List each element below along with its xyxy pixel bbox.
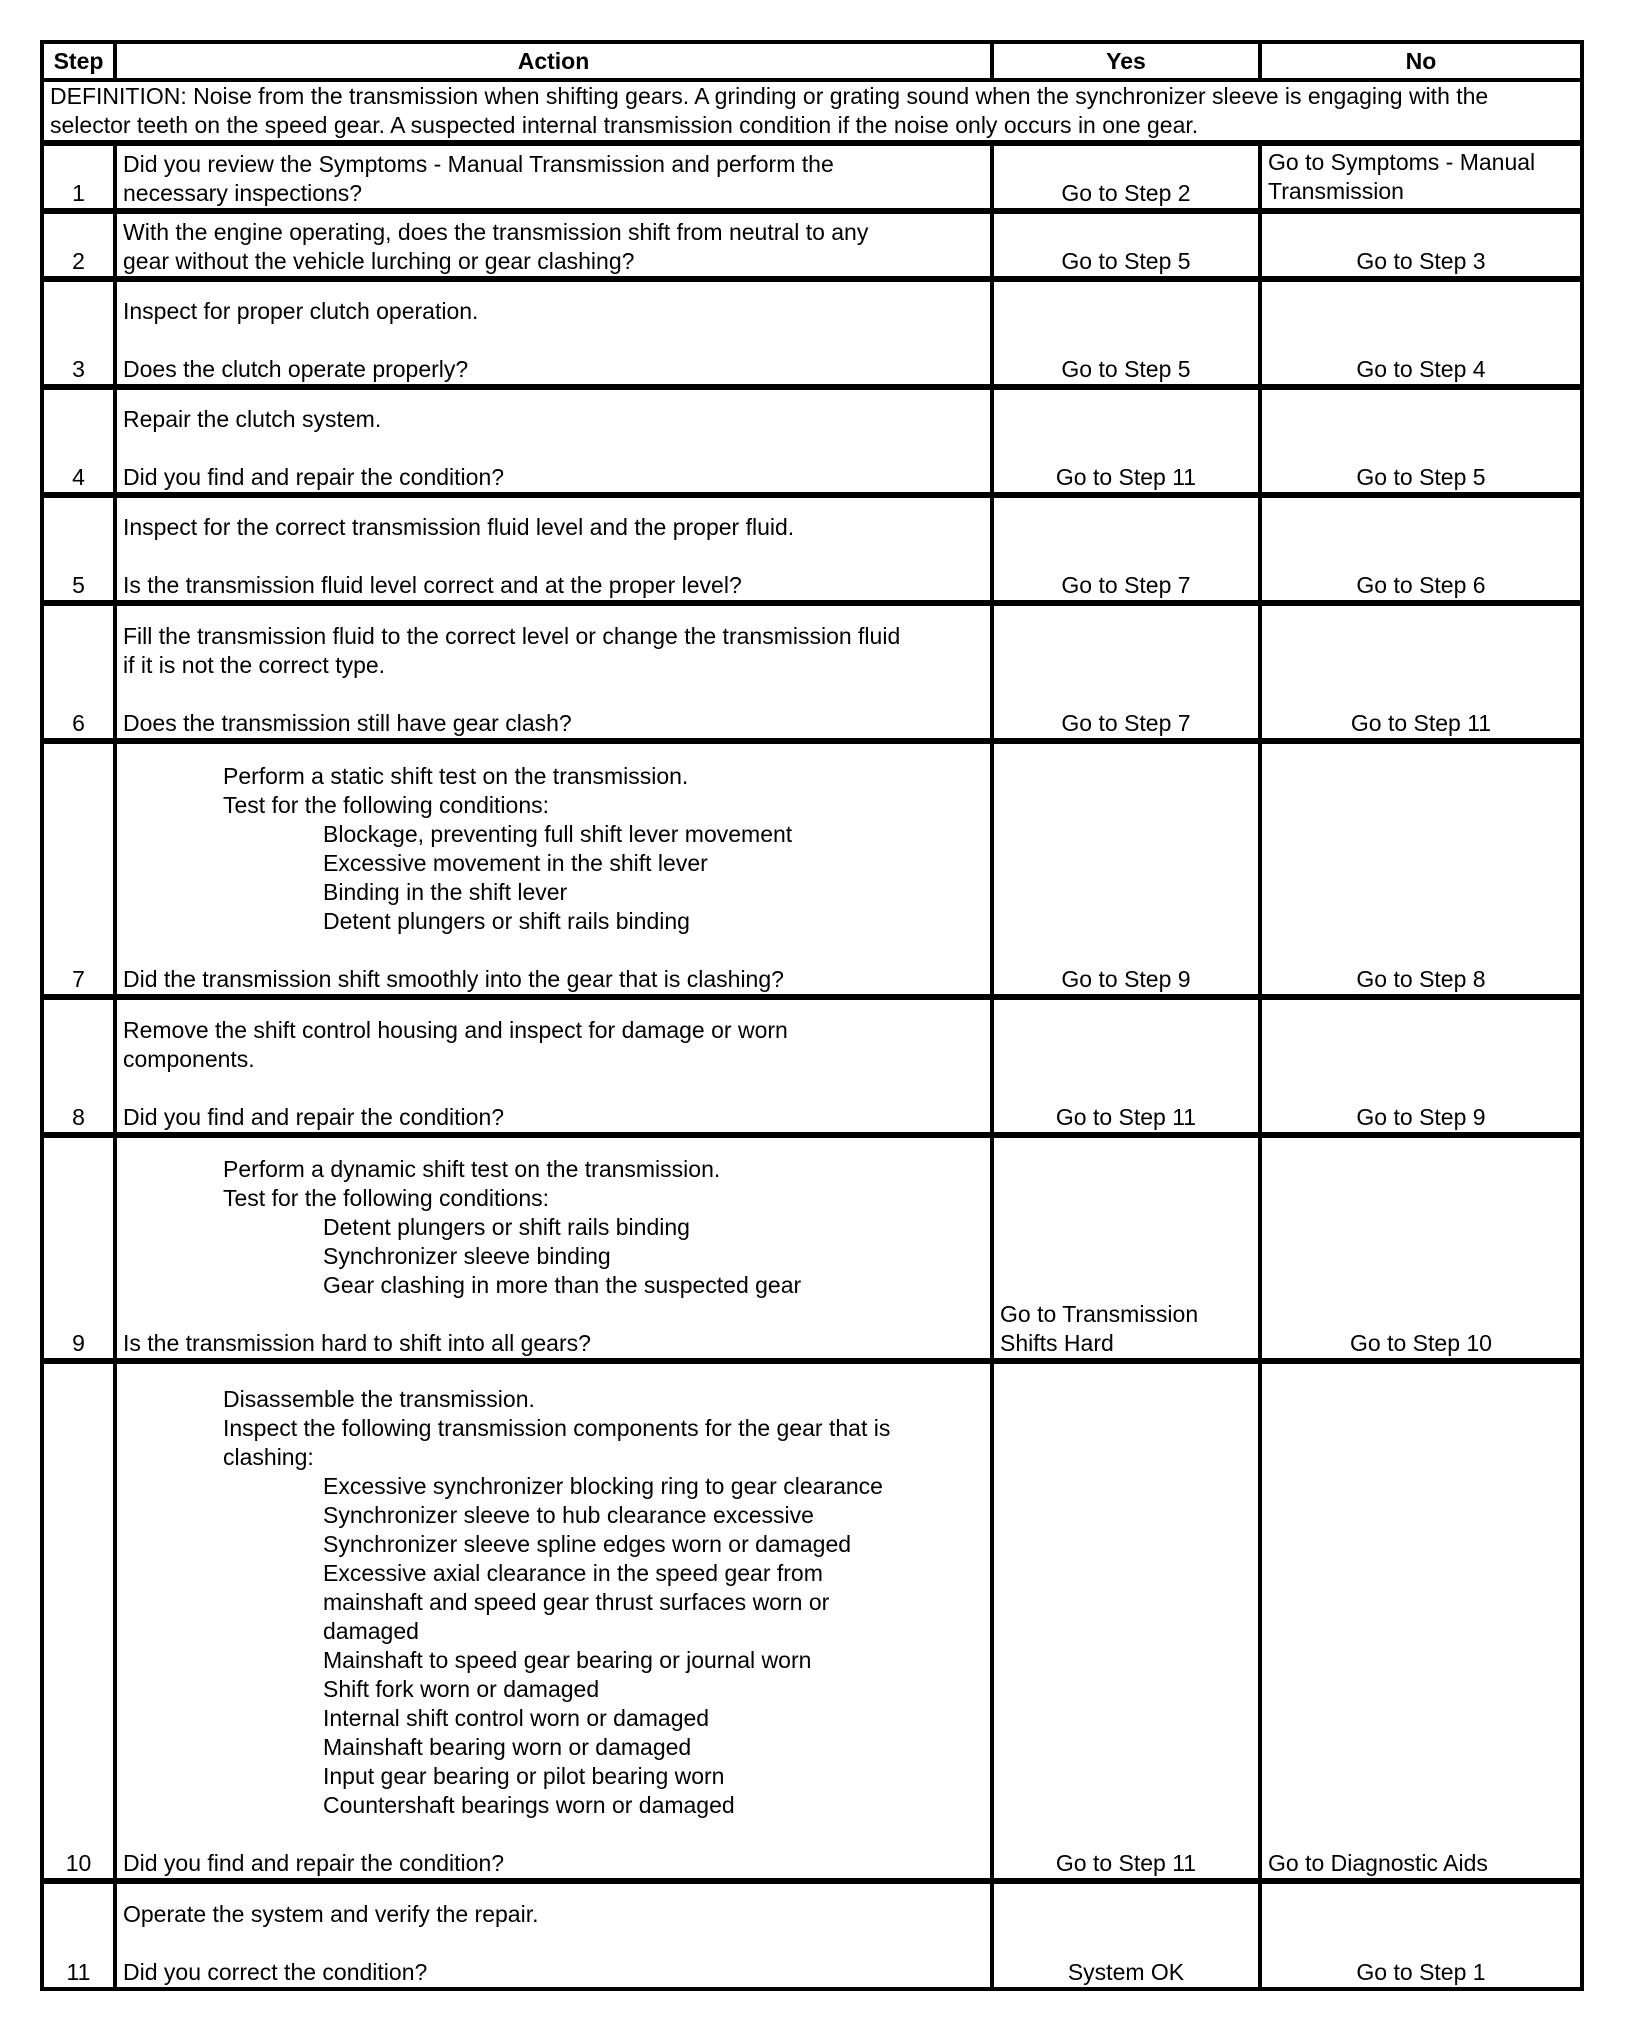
action-line: Excessive axial clearance in the speed gear from: [323, 1560, 823, 1586]
action-cell: [115, 603, 992, 741]
action-line: Countershaft bearings worn or damaged: [323, 1792, 735, 1818]
no-cell: Go to Step 6: [1260, 495, 1582, 603]
step-number: 4: [42, 387, 115, 495]
no-cell: Go to Step 4: [1260, 279, 1582, 387]
yes-line: Go to Transmission: [1000, 1301, 1199, 1327]
action-line: Does the clutch operate properly?: [123, 356, 469, 382]
action-line: Operate the system and verify the repair.: [123, 1901, 539, 1927]
yes-cell: Go to Step 2: [992, 143, 1260, 211]
action-line: Fill the transmission fluid to the correct level or change the transmission fluid: [123, 623, 901, 649]
yes-line: Shifts Hard: [1000, 1330, 1114, 1356]
action-line: Synchronizer sleeve spline edges worn or damaged: [323, 1531, 852, 1557]
action-line: Did you review the Symptoms - Manual Transmission and perform the: [123, 151, 834, 177]
action-cell: [115, 1135, 992, 1361]
action-line: Inspect the following transmission components for the gear that is: [223, 1415, 891, 1441]
action-line: Perform a dynamic shift test on the transmission.: [223, 1156, 721, 1182]
action-cell: [115, 741, 992, 997]
action-line: Mainshaft bearing worn or damaged: [323, 1734, 692, 1760]
yes-cell: Go to Step 11: [992, 997, 1260, 1135]
yes-cell: Go to Step 11: [992, 1361, 1260, 1881]
step-number: 9: [42, 1135, 115, 1361]
table-row: [42, 495, 1582, 603]
action-line: gear without the vehicle lurching or gear clashing?: [123, 248, 635, 274]
table-row: [42, 603, 1582, 741]
action-cell: [115, 279, 992, 387]
table-row: [42, 997, 1582, 1135]
action-cell: [115, 387, 992, 495]
action-line: Synchronizer sleeve to hub clearance excessive: [323, 1502, 814, 1528]
yes-cell: Go to Step 5: [992, 211, 1260, 279]
action-line: Did you find and repair the condition?: [123, 464, 505, 490]
header-no: No: [1260, 42, 1582, 80]
no-cell: Go to Step 8: [1260, 741, 1582, 997]
action-line: if it is not the correct type.: [123, 652, 386, 678]
action-line: Did you find and repair the condition?: [123, 1850, 505, 1876]
action-cell: [115, 997, 992, 1135]
yes-cell: Go to Step 11: [992, 387, 1260, 495]
step-number: 10: [42, 1361, 115, 1881]
action-line: Gear clashing in more than the suspected gear: [323, 1272, 802, 1298]
action-line: necessary inspections?: [123, 180, 363, 206]
step-number: 3: [42, 279, 115, 387]
step-number: 7: [42, 741, 115, 997]
action-line: Repair the clutch system.: [123, 406, 382, 432]
step-number: 2: [42, 211, 115, 279]
yes-cell: System OK: [992, 1881, 1260, 1989]
action-line: Does the transmission still have gear clash?: [123, 710, 572, 736]
yes-cell: Go to Step 7: [992, 495, 1260, 603]
action-line: Did you find and repair the condition?: [123, 1104, 505, 1130]
action-line: Is the transmission hard to shift into all gears?: [123, 1330, 591, 1356]
action-line: Detent plungers or shift rails binding: [323, 1214, 690, 1240]
action-line: Test for the following conditions:: [223, 1185, 550, 1211]
step-number: 1: [42, 143, 115, 211]
action-line: clashing:: [223, 1444, 314, 1470]
header-row: [42, 42, 1582, 80]
step-number: 5: [42, 495, 115, 603]
action-line: Blockage, preventing full shift lever movement: [323, 821, 793, 847]
action-line: Did the transmission shift smoothly into the gear that is clashing?: [123, 966, 784, 992]
action-line: Disassemble the transmission.: [223, 1386, 535, 1412]
no-line: Go to Symptoms - Manual: [1268, 149, 1536, 175]
action-line: Is the transmission fluid level correct and at the proper level?: [123, 572, 742, 598]
table-row: [42, 387, 1582, 495]
action-line: Test for the following conditions:: [223, 792, 550, 818]
definition-row: [42, 80, 1582, 143]
step-number: 6: [42, 603, 115, 741]
action-line: Internal shift control worn or damaged: [323, 1705, 710, 1731]
yes-cell: Go to Step 9: [992, 741, 1260, 997]
action-line: Detent plungers or shift rails binding: [323, 908, 690, 934]
action-line: Perform a static shift test on the transmission.: [223, 763, 689, 789]
no-cell: Go to Step 9: [1260, 997, 1582, 1135]
diagnostic-table: [40, 40, 1584, 1991]
no-cell: Go to Diagnostic Aids: [1260, 1361, 1582, 1881]
no-cell: Go to Step 11: [1260, 603, 1582, 741]
action-line: Inspect for the correct transmission fluid level and the proper fluid.: [123, 514, 795, 540]
no-line: Transmission: [1268, 178, 1404, 204]
action-line: components.: [123, 1046, 255, 1072]
action-line: Synchronizer sleeve binding: [323, 1243, 611, 1269]
no-cell: Go to Step 1: [1260, 1881, 1582, 1989]
no-cell: [1260, 143, 1582, 211]
action-line: damaged: [323, 1618, 419, 1644]
header-yes: Yes: [992, 42, 1260, 80]
action-line: Shift fork worn or damaged: [323, 1676, 600, 1702]
action-line: Did you correct the condition?: [123, 1959, 428, 1985]
header-action: Action: [115, 42, 992, 80]
action-cell: [115, 1881, 992, 1989]
yes-cell: Go to Step 7: [992, 603, 1260, 741]
table-row: [42, 1361, 1582, 1881]
definition-text: DEFINITION: Noise from the transmission when shifting gears. A grinding or grating sound when the synchronizer sleeve is engaging with the selector teeth on the speed gear. A suspected internal transmission condition if the noise only occurs in one gear.: [42, 80, 1582, 143]
action-line: Mainshaft to speed gear bearing or journal worn: [323, 1647, 812, 1673]
no-cell: Go to Step 5: [1260, 387, 1582, 495]
action-cell: [115, 495, 992, 603]
action-cell: [115, 211, 992, 279]
no-cell: Go to Step 3: [1260, 211, 1582, 279]
yes-cell: [992, 1135, 1260, 1361]
action-cell: [115, 143, 992, 211]
action-line: Remove the shift control housing and inspect for damage or worn: [123, 1017, 788, 1043]
table-row: [42, 1881, 1582, 1989]
table-row: [42, 1135, 1582, 1361]
table-row: [42, 211, 1582, 279]
step-number: 8: [42, 997, 115, 1135]
action-line: Input gear bearing or pilot bearing worn: [323, 1763, 725, 1789]
action-line: Binding in the shift lever: [323, 879, 568, 905]
header-step: Step: [42, 42, 115, 80]
table-row: [42, 741, 1582, 997]
step-number: 11: [42, 1881, 115, 1989]
action-line: Inspect for proper clutch operation.: [123, 298, 479, 324]
no-cell: Go to Step 10: [1260, 1135, 1582, 1361]
action-line: Excessive movement in the shift lever: [323, 850, 708, 876]
action-line: Excessive synchronizer blocking ring to gear clearance: [323, 1473, 883, 1499]
action-cell: [115, 1361, 992, 1881]
action-line: With the engine operating, does the transmission shift from neutral to any: [123, 219, 869, 245]
table-row: [42, 279, 1582, 387]
table-row: [42, 143, 1582, 211]
action-line: mainshaft and speed gear thrust surfaces worn or: [323, 1589, 830, 1615]
yes-cell: Go to Step 5: [992, 279, 1260, 387]
